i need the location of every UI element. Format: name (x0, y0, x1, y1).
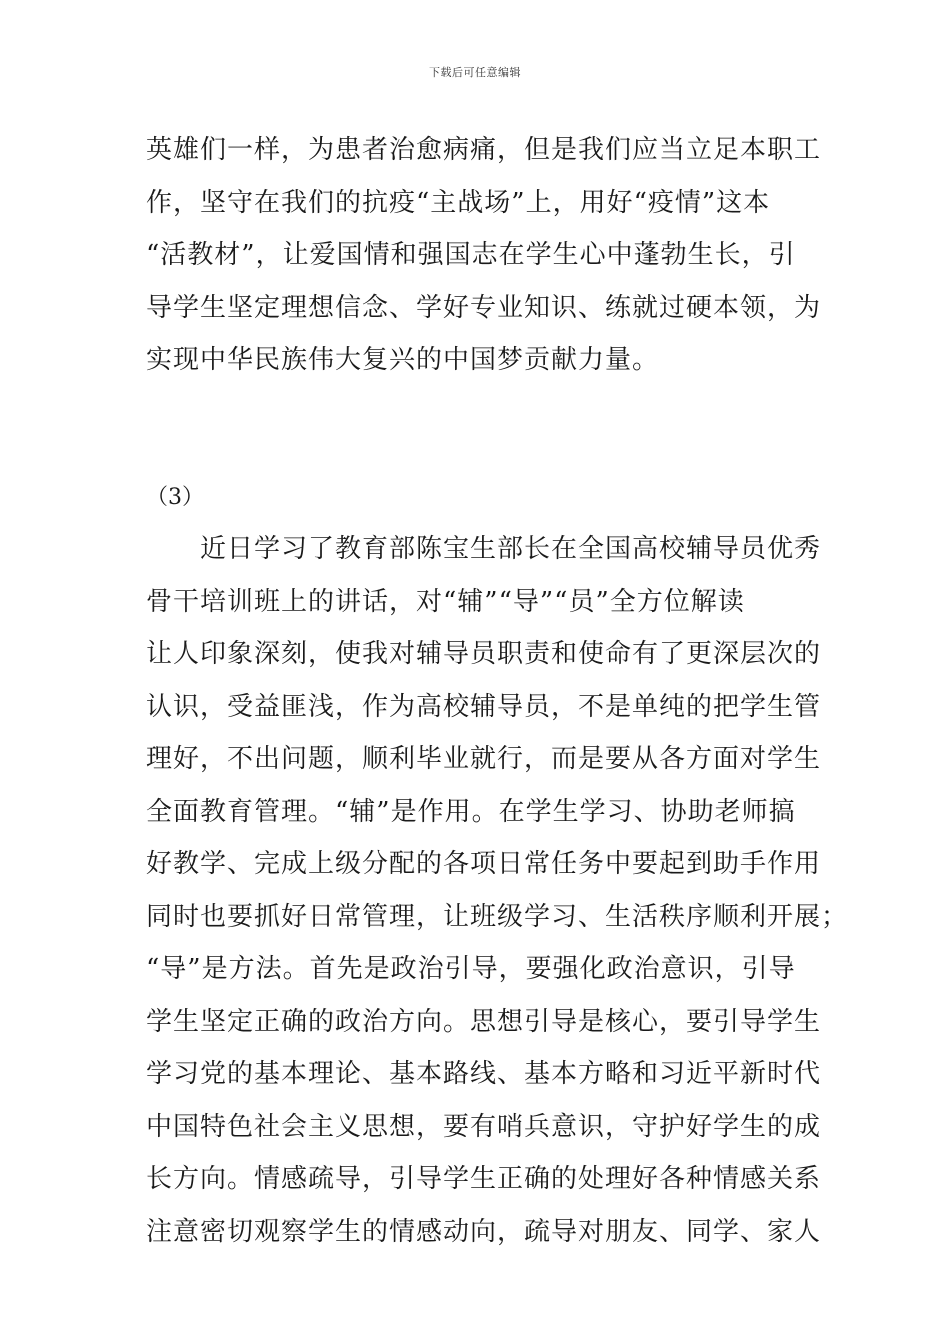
text-line: 学生坚定正确的政治方向。思想引导是核心，要引导学生 (146, 1006, 822, 1037)
text-line: 长方向。情感疏导，引导学生正确的处理好各种情感关系 (146, 1164, 822, 1194)
text-line: 英雄们一样，为患者治愈病痛，但是我们应当立足本职工 (146, 135, 822, 165)
text-line: 作，坚守在我们的抗疫“主战场”上，用好“疫情”这本 (146, 187, 771, 218)
text-line: 注意密切观察学生的情感动向，疏导对朋友、同学、家人 (146, 1216, 822, 1247)
text-line: 全面教育管理。“辅”是作用。在学生学习、协助老师搞 (146, 796, 796, 827)
text-line: 实现中华民族伟大复兴的中国梦贡献力量。 (146, 345, 660, 375)
text-line: 近日学习了教育部陈宝生部长在全国高校辅导员优秀 (146, 534, 822, 564)
page-header-note: 下载后可任意编辑 (429, 66, 521, 79)
text-line: 同时也要抓好日常管理，让班级学习、生活秩序顺利开展； (146, 901, 849, 932)
paragraph-continuation (146, 124, 822, 387)
text-line: “活教材”，让爱国情和强国志在学生心中蓬勃生长，引 (146, 240, 796, 270)
text-line: 理好，不出问题，顺利毕业就行，而是要从各方面对学生 (146, 744, 822, 774)
text-line: 骨干培训班上的讲话，对“辅”“导”“员”全方位解读 (146, 586, 745, 617)
text-line: 让人印象深刻，使我对辅导员职责和使命有了更深层次的 (146, 639, 822, 669)
section-number: （3） (146, 485, 204, 510)
text-line: 中国特色社会主义思想，要有哨兵意识，守护好学生的成 (146, 1111, 822, 1142)
text-line: 导学生坚定理想信念、学好专业知识、练就过硬本领，为 (146, 292, 822, 323)
text-line: 学习党的基本理论、基本路线、基本方略和习近平新时代 (146, 1059, 822, 1089)
text-line: “导”是方法。首先是政治引导，要强化政治意识，引导 (146, 954, 796, 984)
text-line: 认识，受益匪浅，作为高校辅导员，不是单纯的把学生管 (146, 691, 822, 722)
text-line: 好教学、完成上级分配的各项日常任务中要起到助手作用 (146, 849, 822, 879)
paragraph-body (146, 523, 849, 1258)
